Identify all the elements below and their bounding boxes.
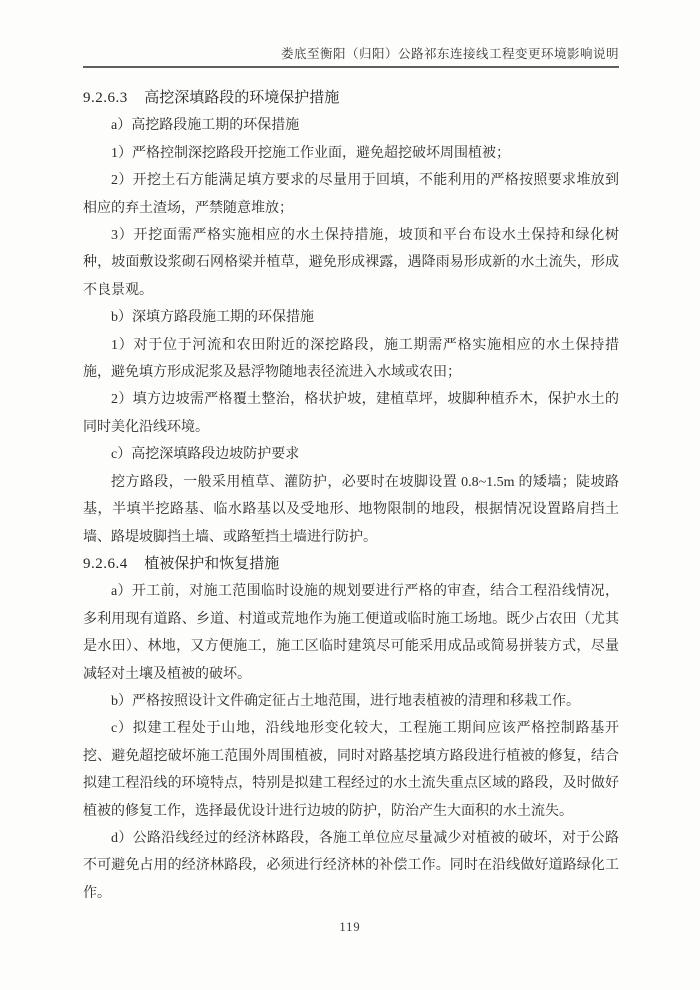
paragraph: b）深填方路段施工期的环保措施 — [111, 310, 314, 326]
paragraph: 2）填方边坡需严格覆土整治，格状护坡，建植草坪，坡脚种植乔木，保护水土的同时美化沿线环境。 — [83, 392, 619, 435]
paragraph: a）高挖路段施工期的环保措施 — [111, 118, 300, 134]
section-number: 9.2.6.3 — [83, 90, 128, 106]
paragraph: a）开工前，对施工范围临时设施的规划要进行严格的审查，结合工程沿线情况，多利用现有道路、乡道、村道或荒地作为施工便道或临时施工场地。既少占农田（尤其是水田）、林地，又方便施工，施工区临时建筑尽可能采用成品或简易拼装方式，尽量减轻对土壤及植被的破坏。 — [83, 584, 619, 682]
paragraph: 3）开挖面需严格实施相应的水土保持措施，坡顶和平台布设水土保持和绿化树种，坡面敷设浆砌石网格梁并植草，避免形成裸露，遇降雨易形成新的水土流失，形成不良景观。 — [83, 228, 619, 298]
page-number: 119 — [339, 920, 361, 934]
paragraph: c）高挖深填路段边坡防护要求 — [111, 447, 300, 463]
section-title: 高挖深填路段的环境保护措施 — [144, 90, 340, 106]
page-body — [83, 85, 619, 907]
page-header — [83, 47, 619, 68]
paragraph: 1）对于位于河流和农田附近的深挖路段，施工期需严格实施相应的水土保持措施，避免填方形成泥浆及悬浮物随地表径流进入水域或农田； — [83, 337, 619, 381]
paragraph: d）公路沿线经过的经济林路段，各施工单位应尽量减少对植被的破坏，对于公路不可避免占用的经济林路段，必须进行经济林的补偿工作。同时在沿线做好道路绿化工作。 — [83, 830, 619, 901]
section-title: 植被保护和恢复措施 — [144, 555, 280, 572]
paragraph: c）拟建工程处于山地，沿线地形变化较大，工程施工期间应该严格控制路基开挖、避免超挖破坏施工范围外周围植被，同时对路基挖填方路段进行植被的修复，结合拟建工程沿线的环境特点，特别是拟建工程经过的水土流失重点区域的路段，及时做好植被的修复工作，选择最优设计进行边坡的防护，防治产生大面积的水土流失。 — [83, 721, 619, 819]
paragraph: 挖方路段，一般采用植草、灌防护，必要时在坡脚设置 0.8~1.5m 的矮墙；陡坡路基，半填半挖路基、临水路基以及受地形、地物限制的地段，根据情况设置路肩挡土墙、路堤坡脚挡土墙、或路堑挡土墙进行防护。 — [83, 474, 619, 545]
paragraph: 1）严格控制深挖路段开挖施工作业面，避免超挖破坏周围植被； — [111, 145, 510, 161]
paragraph: b）严格按照设计文件确定征占土地范围，进行地表植被的清理和移栽工作。 — [111, 693, 580, 709]
section-heading — [83, 85, 619, 112]
section-number: 9.2.6.4 — [83, 555, 128, 572]
section-heading — [83, 551, 619, 578]
paragraph: 2）开挖土石方能满足填方要求的尽量用于回填，不能利用的严格按照要求堆放到相应的弃土渣场，严禁随意堆放； — [83, 173, 619, 216]
page-footer — [0, 920, 700, 935]
header-title: 娄底至衡阳（归阳）公路祁东连接线工程变更环境影响说明 — [280, 47, 619, 61]
